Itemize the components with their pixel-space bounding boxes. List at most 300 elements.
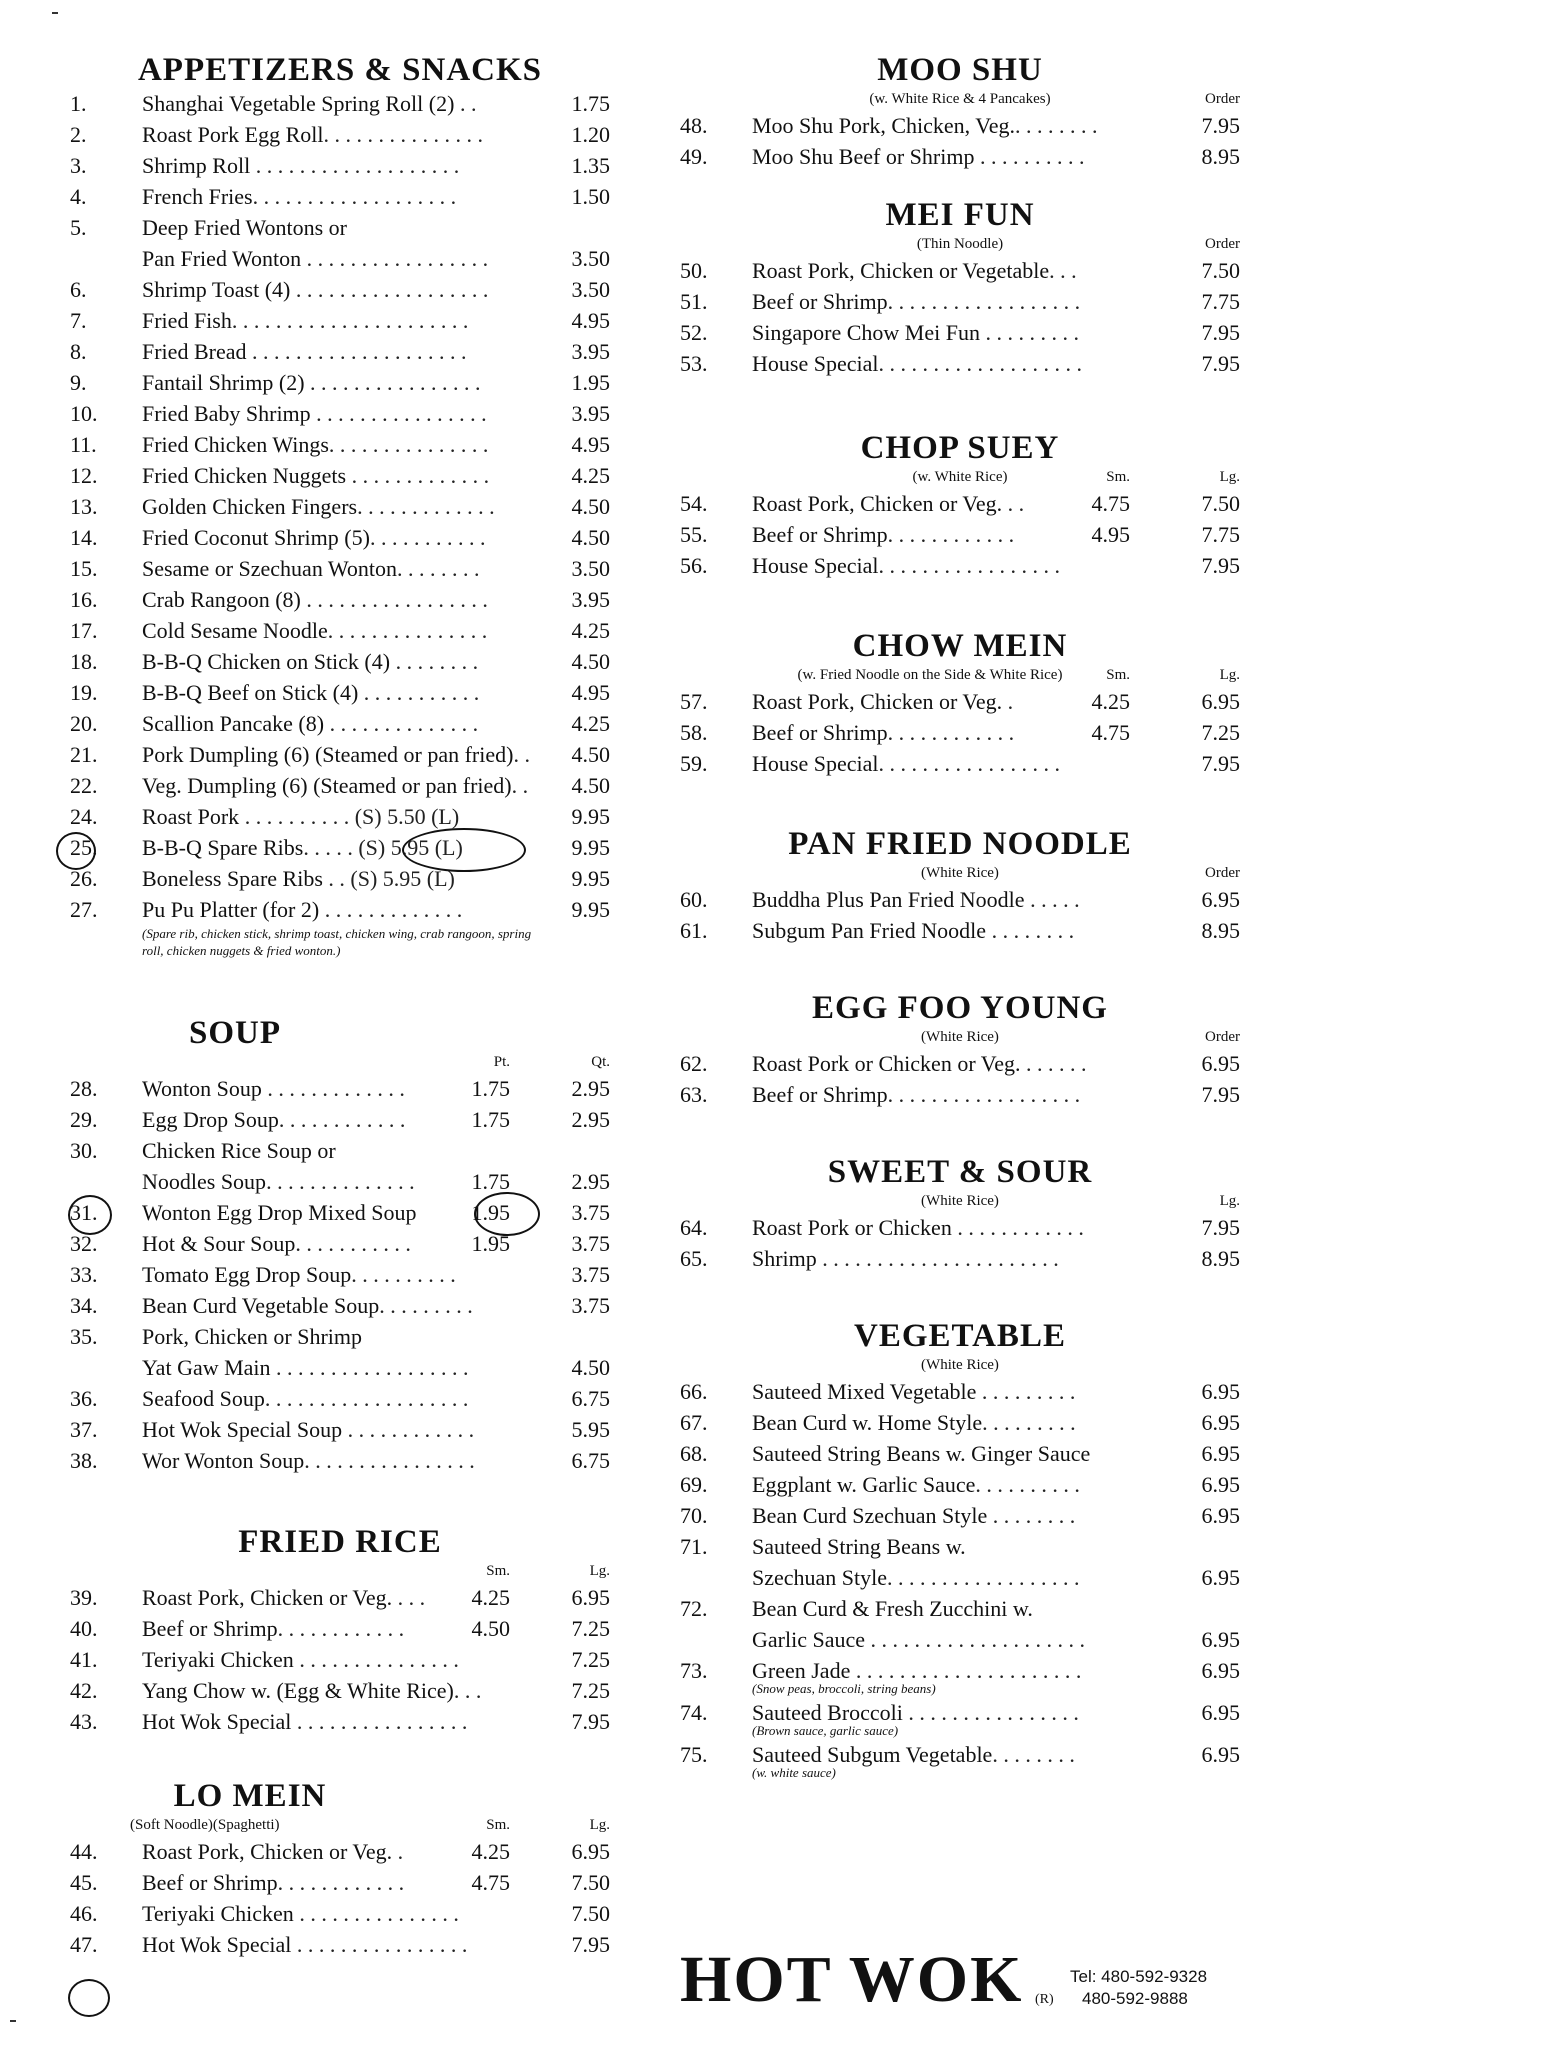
item-dot-leader: . . . . . . . . . . . . . . . . . (301, 246, 489, 271)
chop-suey-list (680, 488, 1240, 581)
menu-item-row (70, 1228, 610, 1259)
menu-item-row (70, 429, 610, 460)
item-name-text: Bean Curd w. Home Style (752, 1410, 983, 1435)
appetizers-list (70, 88, 610, 925)
item-name-text: Wor Wonton Soup (142, 1448, 305, 1473)
fried-rice-size-header (70, 1560, 610, 1582)
item-name-text: Shrimp Toast (4) (142, 277, 291, 302)
item-name-text: Veg. Dumpling (6) (Steamed or pan fried) (142, 773, 512, 798)
item-dot-leader: . . . . . . . . . . . . . . . . . . (887, 1082, 1081, 1107)
menu-item-row (70, 1104, 610, 1135)
pan-fried-note: (White Rice) (921, 865, 999, 881)
section-title-chow-mein: CHOW MEIN (852, 628, 1068, 664)
item-name-text: Subgum Pan Fried Noodle (752, 918, 987, 943)
menu-item-row (70, 1613, 610, 1644)
section-moo-shu (680, 52, 1240, 172)
item-name-text: Szechuan Style (752, 1565, 888, 1590)
item-dot-leader: . . . . . . . . . . . . . . . . . . . (878, 351, 1082, 376)
menu-item-row (680, 915, 1240, 946)
section-title-sweet-sour: SWEET & SOUR (827, 1154, 1093, 1190)
menu-item-row (70, 801, 610, 832)
item-dot-leader: . . . (1049, 258, 1077, 283)
lo-mein-note: (Soft Noodle)(Spaghetti) (130, 1817, 280, 1833)
pint-header: Pt. (493, 1054, 510, 1070)
item-price: 6.95 (1201, 887, 1240, 912)
item-number: 60. (680, 887, 708, 912)
item-price: 2.95 (571, 1076, 610, 1101)
menu-item-row (70, 1290, 610, 1321)
item-dot-leader: . . (1002, 491, 1025, 516)
item-dot-leader: . . . . . . . . . . . . . . . . . . . (252, 184, 457, 209)
item-name-text: Teriyaki Chicken (142, 1647, 294, 1672)
item-price-small: 4.25 (471, 1585, 510, 1610)
large-header: Lg. (1219, 469, 1240, 485)
menu-item-row (70, 894, 610, 925)
item-dot-leader: . . . . . . . . . . . . (887, 522, 1015, 547)
item-price: 7.95 (571, 1709, 610, 1734)
section-sweet-sour (680, 1154, 1240, 1274)
item-number: 40. (70, 1616, 98, 1641)
item-price: 6.95 (1201, 1658, 1240, 1683)
item-price: 4.25 (571, 618, 610, 643)
item-price: 6.75 (571, 1386, 610, 1411)
item-name-text: Roast Pork, Chicken or Veg. (752, 689, 1003, 714)
item-name-text: Tomato Egg Drop Soup (142, 1262, 352, 1287)
item-name-text: Roast Pork, Chicken or Vegetable (752, 258, 1050, 283)
large-header: Lg. (589, 1563, 610, 1579)
item-number: 18. (70, 649, 98, 674)
menu-item-row (680, 1655, 1240, 1686)
menu-item-row (70, 150, 610, 181)
item-name-text: Beef or Shrimp (752, 522, 888, 547)
item-price-small: 4.25 (1091, 689, 1130, 714)
item-price-small: 4.25 (471, 1839, 510, 1864)
item-number: 2. (70, 122, 87, 147)
item-name-text: Hot & Sour Soup (142, 1231, 296, 1256)
item-dot-leader: . . . . . . . . . . (351, 1262, 456, 1287)
pan-fried-subheader (680, 862, 1240, 884)
menu-item-row (680, 1407, 1240, 1438)
item-name-text: Hot Wok Special Soup (142, 1417, 343, 1442)
vegetable-note: (White Rice) (921, 1357, 999, 1373)
item-name (142, 212, 610, 243)
item-name-text: Roast Pork, Chicken or Veg. (142, 1839, 393, 1864)
menu-item-row (70, 1582, 610, 1613)
item-name-text: Shrimp (752, 1246, 817, 1271)
section-mei-fun (680, 197, 1240, 379)
item-number: 47. (70, 1932, 98, 1957)
item-price: 3.75 (571, 1231, 610, 1256)
item-name-text: Scallion Pancake (8) (142, 711, 325, 736)
handwritten-circle-price-31 (474, 1192, 540, 1236)
scan-speck (10, 2020, 16, 2022)
item-dot-leader: . . . . . . . . (1015, 113, 1098, 138)
item-name (752, 1593, 1240, 1624)
item-name-text: Pork Dumpling (6) (Steamed or pan fried) (142, 742, 514, 767)
item-dot-leader: . . . . . . . . (390, 649, 479, 674)
section-appetizers (70, 52, 610, 959)
item-name-text: Fried Baby Shrimp (142, 401, 311, 426)
item-number: 65. (680, 1246, 708, 1271)
item-dot-leader: . . . . . . . . . (979, 320, 1079, 345)
menu-item-row (680, 1500, 1240, 1531)
menu-item-row (70, 832, 610, 863)
section-chow-mein (680, 628, 1240, 779)
menu-item-row (70, 1383, 610, 1414)
order-header: Order (1205, 1029, 1240, 1045)
item-number: 52. (680, 320, 708, 345)
item-dot-leader: . . . . . . . . . . . . . . . . . . (290, 277, 489, 302)
item-number: 35. (70, 1324, 98, 1349)
item-number: 7. (70, 308, 87, 333)
item-number: 17. (70, 618, 98, 643)
moo-shu-subheader (680, 88, 1240, 110)
item-number: 8. (70, 339, 87, 364)
egg-foo-list (680, 1048, 1240, 1110)
item-dot-leader: . (1002, 689, 1014, 714)
section-title-appetizers: APPETIZERS & SNACKS (137, 52, 543, 88)
item-number: 16. (70, 587, 98, 612)
item-dot-leader: . . . . . . . . . . . (358, 680, 480, 705)
item-price-small: 4.95 (1091, 522, 1130, 547)
item-number: 41. (70, 1647, 98, 1672)
item-dot-leader: . . . . . . . . . . . . . . . . . (878, 553, 1060, 578)
item-dot-leader: . . . . . . . . (397, 556, 480, 581)
item-number: 20. (70, 711, 98, 736)
item-name-text: Singapore Chow Mei Fun (752, 320, 980, 345)
item-price: 6.95 (1201, 1472, 1240, 1497)
item-name-text: Shanghai Vegetable Spring Roll (2) (142, 91, 455, 116)
item-dot-leader: . . . . . . . . . . . . . . . . . . . . (865, 1627, 1085, 1652)
menu-item-row (70, 1644, 610, 1675)
egg-foo-note: (White Rice) (921, 1029, 999, 1045)
item-name-text: Hot Wok Special (142, 1709, 292, 1734)
item-price: 3.50 (571, 556, 610, 581)
menu-item-row (70, 460, 610, 491)
soup-list (70, 1073, 610, 1476)
item-number: 43. (70, 1709, 98, 1734)
item-price: 7.25 (1201, 720, 1240, 745)
item-price: 2.95 (571, 1107, 610, 1132)
menu-item-row (680, 1593, 1240, 1624)
menu-item-row (680, 141, 1240, 172)
hot-wok-logo-block (680, 1940, 1240, 2030)
item-name-text: Noodles Soup (142, 1169, 267, 1194)
item-number: 45. (70, 1870, 98, 1895)
item-price: 7.25 (571, 1678, 610, 1703)
item-name-text: Chicken Rice Soup or (142, 1138, 336, 1163)
section-title-vegetable: VEGETABLE (854, 1318, 1066, 1354)
menu-item-row (70, 1321, 610, 1352)
item-number: 67. (680, 1410, 708, 1435)
item-price: 7.95 (1201, 1215, 1240, 1240)
item-description: (Brown sauce, garlic sauce) (752, 1723, 899, 1738)
egg-foo-subheader (680, 1026, 1240, 1048)
item-price: 1.35 (571, 153, 610, 178)
item-dot-leader: . . . . . . . . . . . . . (261, 1076, 405, 1101)
menu-item-row (70, 181, 610, 212)
item-number: 46. (70, 1901, 98, 1926)
item-number: 74. (680, 1700, 708, 1725)
handwritten-circle-31 (68, 1195, 112, 1235)
handwritten-circle-47 (68, 1979, 110, 2017)
item-price: 9.95 (571, 835, 610, 860)
item-dot-leader: . . . . . . . . . . . . . . . . (291, 1932, 468, 1957)
item-dot-leader: . . . . . . . . . . . . (277, 1616, 405, 1641)
item-price: 1.95 (571, 370, 610, 395)
item-name-text: Fried Bread (142, 339, 247, 364)
item-price: 6.95 (1201, 1410, 1240, 1435)
fried-rice-list (70, 1582, 610, 1737)
item-number: 55. (680, 522, 708, 547)
menu-item-row (680, 1562, 1240, 1593)
menu-item-row (680, 255, 1240, 286)
item-name-text: Wonton Egg Drop Mixed Soup (142, 1200, 417, 1225)
item-name-text: House Special (752, 751, 879, 776)
sweet-sour-subheader (680, 1190, 1240, 1212)
quart-header: Qt. (591, 1054, 610, 1070)
menu-item-row (70, 553, 610, 584)
item-price: 4.95 (571, 680, 610, 705)
item-number: 1. (70, 91, 87, 116)
item-name-text: Sauteed Broccoli (752, 1700, 903, 1725)
section-title-pan-fried-noodle: PAN FRIED NOODLE (788, 826, 1132, 862)
item-dot-leader: . . . . . . . . (987, 1503, 1076, 1528)
menu-item-row (70, 863, 610, 894)
item-dot-leader: . . . . . . . . . . (S) 5.50 (L) (239, 804, 460, 829)
large-header: Lg. (1219, 1193, 1240, 1209)
menu-item-row (680, 1212, 1240, 1243)
menu-item-row (680, 1376, 1240, 1407)
item-dot-leader: . . . . . . . . . . . (295, 1231, 411, 1256)
item-name-text: Beef or Shrimp (752, 289, 888, 314)
item-number: 9. (70, 370, 87, 395)
sweet-sour-note: (White Rice) (921, 1193, 999, 1209)
registered-mark: (R) (1035, 1992, 1054, 2007)
item-name (142, 1321, 610, 1352)
phone-numbers (1070, 1966, 1207, 2010)
item-dot-leader: . . . . . . . . . . . . . . . . (310, 401, 487, 426)
item-price: 6.95 (1201, 1379, 1240, 1404)
item-number: 30. (70, 1138, 98, 1163)
item-number: 13. (70, 494, 98, 519)
item-name-text: Roast Pork, Chicken or Veg. (752, 491, 1003, 516)
menu-item-row (70, 1929, 610, 1960)
item-dot-leader: . . . . . . . . . . . . . . . . . . . . . . (816, 1246, 1059, 1271)
item-price: 4.50 (571, 494, 610, 519)
item-price: 7.25 (571, 1616, 610, 1641)
lo-mein-list (70, 1836, 610, 1960)
chow-mein-note: (w. Fried Noodle on the Side & White Rice) (797, 667, 1063, 683)
item-price: 7.95 (1201, 751, 1240, 776)
menu-item-row (680, 748, 1240, 779)
item-dot-leader: . . . . . . . . . . (974, 144, 1085, 169)
section-egg-foo-young (680, 990, 1240, 1110)
item-price: 4.50 (571, 1355, 610, 1380)
handwritten-circle-26 (56, 832, 96, 870)
item-number: 27. (70, 897, 98, 922)
mei-fun-subheader (680, 233, 1240, 255)
item-number: 72. (680, 1596, 708, 1621)
menu-item-row (70, 1352, 610, 1383)
item-name-text: Sauteed String Beans w. Ginger Sauce (752, 1441, 1091, 1466)
chow-mein-subheader (680, 664, 1240, 686)
pu-pu-platter-note: (Spare rib, chicken stick, shrimp toast, chicken wing, crab rangoon, spring roll, chicken nuggets & fried wonton.) (142, 926, 532, 958)
item-number: 64. (680, 1215, 708, 1240)
pan-fried-list (680, 884, 1240, 946)
small-header: Sm. (486, 1817, 510, 1833)
menu-item-row (680, 1624, 1240, 1655)
item-dot-leader: . . . . . . . . . . . . . . . . . . (887, 1565, 1080, 1590)
item-name-text: Pork, Chicken or Shrimp (142, 1324, 362, 1349)
large-header: Lg. (1219, 667, 1240, 683)
item-name-text: Pu Pu Platter (for 2) (142, 897, 320, 922)
item-dot-leader: . . . (392, 1585, 426, 1610)
item-dot-leader: . . . . . . . . . . . . . . . . . . . . (246, 339, 467, 364)
item-price: 7.50 (1201, 258, 1240, 283)
menu-item-row (680, 317, 1240, 348)
item-name-text: Beef or Shrimp (752, 720, 888, 745)
item-number: 54. (680, 491, 708, 516)
item-name-text: Yang Chow w. (Egg & White Rice) (142, 1678, 454, 1703)
item-number: 68. (680, 1441, 708, 1466)
section-title-moo-shu: MOO SHU (877, 52, 1043, 88)
item-name-text: Fried Chicken Nuggets (142, 463, 347, 488)
item-price: 7.95 (1201, 1082, 1240, 1107)
item-number: 34. (70, 1293, 98, 1318)
menu-item-row (70, 739, 610, 770)
item-dot-leader: . . . . . . . . . . . . . . . . . (300, 587, 488, 612)
item-price-small: 1.75 (471, 1076, 510, 1101)
phone-number-1: Tel: 480-592-9328 (1070, 1967, 1208, 1986)
section-soup (70, 1015, 610, 1476)
menu-item-row (680, 1048, 1240, 1079)
item-dot-leader: . . . (453, 1678, 482, 1703)
item-price: 5.95 (571, 1417, 610, 1442)
item-number: 25. (70, 835, 98, 860)
section-title-chop-suey: CHOP SUEY (860, 430, 1060, 466)
item-price: 1.20 (571, 122, 610, 147)
item-dot-leader: . . . . . . . . . . . . . . . . . (878, 751, 1060, 776)
item-dot-leader: . . . . . . . . . . . . (887, 720, 1015, 745)
item-dot-leader: . . . . . . . . . . . . (278, 1107, 406, 1132)
item-name-text: Bean Curd & Fresh Zucchini w. (752, 1596, 1033, 1621)
order-header: Order (1205, 236, 1240, 252)
item-dot-leader: . . . . . . . . . . . . . (346, 463, 490, 488)
item-name-text: Beef or Shrimp (752, 1082, 888, 1107)
item-number: 58. (680, 720, 708, 745)
item-name-text: Bean Curd Szechuan Style (752, 1503, 988, 1528)
item-price: 6.95 (1201, 1627, 1240, 1652)
item-price: 7.25 (571, 1647, 610, 1672)
item-number: 39. (70, 1585, 98, 1610)
menu-item-row (680, 348, 1240, 379)
item-name-text: B-B-Q Spare Ribs (142, 835, 304, 860)
section-title-egg-foo-young: EGG FOO YOUNG (812, 990, 1108, 1026)
small-header: Sm. (486, 1563, 510, 1579)
hot-wok-logo: HOT WOK (680, 1943, 1024, 2016)
menu-item-row (70, 1445, 610, 1476)
item-number: 21. (70, 742, 98, 767)
item-number: 63. (680, 1082, 708, 1107)
item-name-text: Teriyaki Chicken (142, 1901, 294, 1926)
menu-item-row (70, 1135, 610, 1166)
item-price: 3.95 (571, 401, 610, 426)
sweet-sour-list (680, 1212, 1240, 1274)
item-dot-leader: . . . . . . . . . . . . . (319, 897, 463, 922)
item-dot-leader: . . (454, 91, 477, 116)
item-dot-leader: . . . . . . . . . . . . . . . (293, 1647, 459, 1672)
item-name-text: Crab Rangoon (8) (142, 587, 301, 612)
item-number: 44. (70, 1839, 98, 1864)
item-number: 14. (70, 525, 98, 550)
section-fried-rice (70, 1524, 610, 1737)
item-name-text: Beef or Shrimp (142, 1870, 278, 1895)
item-name-text: Garlic Sauce (752, 1627, 865, 1652)
menu-item-row (680, 488, 1240, 519)
item-price: 4.50 (571, 773, 610, 798)
item-price: 7.95 (1201, 553, 1240, 578)
item-name-text: Deep Fried Wontons or (142, 215, 347, 240)
item-price: 4.50 (571, 742, 610, 767)
item-dot-leader: . . . . . . . . . . . . . . . . (304, 1448, 475, 1473)
item-name-text: Fantail Shrimp (2) (142, 370, 305, 395)
small-header: Sm. (1106, 667, 1130, 683)
item-name (142, 1135, 610, 1166)
item-number: 36. (70, 1386, 98, 1411)
menu-item-row (70, 336, 610, 367)
item-number: 26. (70, 866, 98, 891)
item-number: 73. (680, 1658, 708, 1683)
menu-item-row (70, 1259, 610, 1290)
item-dot-leader: . . . . . . . . . . . . (951, 1215, 1084, 1240)
item-price: 6.95 (571, 1839, 610, 1864)
item-number: 71. (680, 1534, 708, 1559)
item-number: 15. (70, 556, 98, 581)
small-header: Sm. (1106, 469, 1130, 485)
item-price: 9.95 (571, 804, 610, 829)
order-header: Order (1205, 865, 1240, 881)
item-name-text: Roast Pork or Chicken (752, 1215, 952, 1240)
item-name (752, 1531, 1240, 1562)
item-dot-leader: . . . . . . . . . (976, 1379, 1076, 1404)
item-price: 4.50 (571, 649, 610, 674)
item-price: 3.95 (571, 587, 610, 612)
menu-item-row (70, 1898, 610, 1929)
section-title-fried-rice: FRIED RICE (238, 1524, 442, 1560)
item-number: 53. (680, 351, 708, 376)
menu-item-row (70, 274, 610, 305)
item-price: 2.95 (571, 1169, 610, 1194)
item-name-text: Boneless Spare Ribs (142, 866, 323, 891)
item-price: 6.95 (1201, 689, 1240, 714)
item-name-text: Egg Drop Soup (142, 1107, 279, 1132)
section-title-lo-mein: LO MEIN (173, 1778, 327, 1814)
item-dot-leader: . . . . . . . . . . . . . . . . . . (270, 1355, 469, 1380)
item-number: 4. (70, 184, 87, 209)
item-dot-leader: . (392, 1839, 404, 1864)
section-title-mei-fun: MEI FUN (885, 197, 1035, 233)
item-number: 49. (680, 144, 708, 169)
menu-item-row (680, 1079, 1240, 1110)
item-dot-leader: . . . . . . . . . . . . . (357, 494, 495, 519)
handwritten-circle-price-26 (402, 828, 526, 872)
item-dot-leader: . . . . . . . . . . . . . . . (323, 122, 484, 147)
item-dot-leader: . . . . . (1024, 887, 1080, 912)
item-number: 51. (680, 289, 708, 314)
vegetable-list (680, 1376, 1240, 1781)
item-dot-leader: . . . . . . . . . . . . . . (266, 1169, 415, 1194)
